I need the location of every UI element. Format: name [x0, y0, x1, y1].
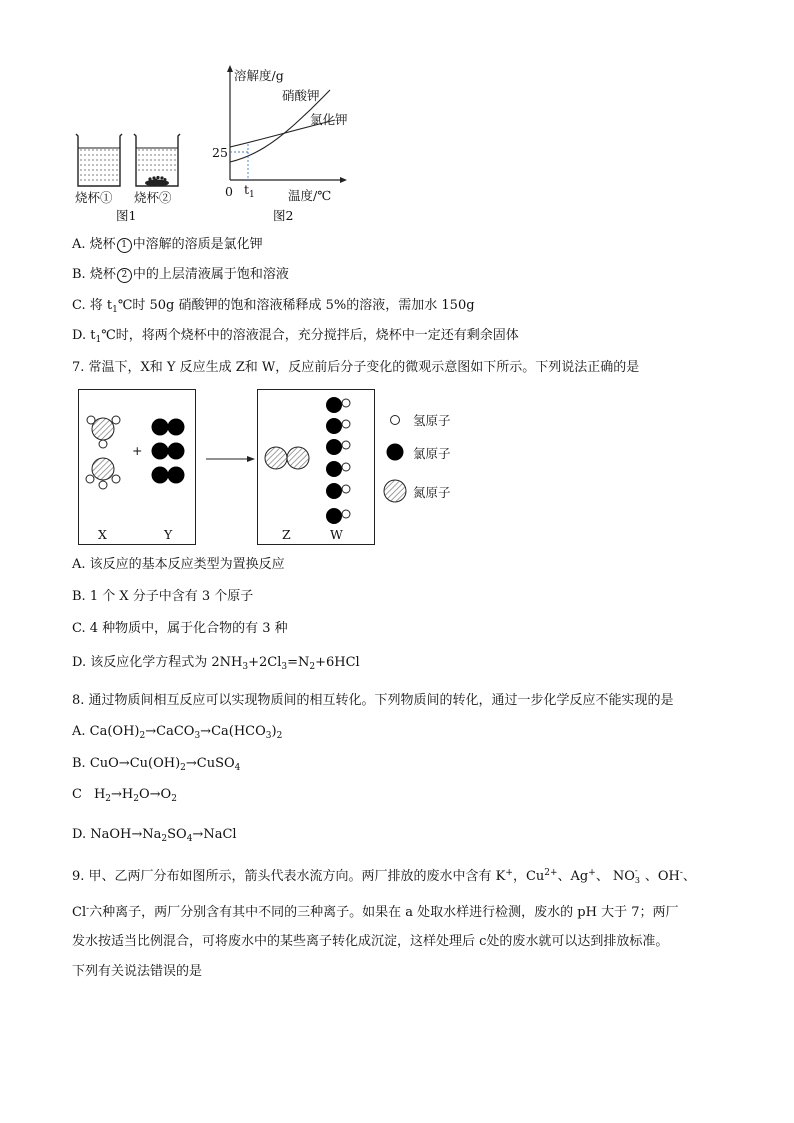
- figure-2-caption: 图2: [273, 208, 294, 223]
- q8-stem: 8. 通过物质间相互反应可以实现物质间的相互转化。下列物质间的转化，通过一步化学反应不能实现的是: [72, 693, 674, 708]
- molecule-x-2: [86, 458, 120, 489]
- q7-option-d[interactable]: D. 该反应化学方程式为 $2NH_3+2Cl_3=N_2+6HCl$: [72, 655, 360, 672]
- beakers-illustration: [70, 128, 190, 192]
- curve-label-potassium-nitrate: 硝酸钾: [282, 88, 320, 103]
- label-x: X: [98, 527, 107, 542]
- legend-chlorine-label: 氯原子: [413, 446, 451, 461]
- q8-option-a[interactable]: A. $Ca(OH)_2\to CaCO_3\to Ca(HCO_3)_2$: [72, 724, 283, 741]
- beaker-1: [76, 134, 122, 186]
- q6-option-b[interactable]: B. 烧杯 2 中的上层清液属于饱和溶液: [72, 267, 289, 282]
- label-w: W: [330, 527, 343, 542]
- label-z: Z: [282, 527, 291, 542]
- plus-sign: +: [132, 443, 143, 458]
- y-tick-25: 25: [212, 145, 228, 160]
- origin-label: 0: [225, 184, 233, 199]
- x-tick-t1: $t_1$: [244, 182, 255, 200]
- legend-hydrogen-label: 氢原子: [413, 413, 451, 428]
- q9-line-3: 发水按适当比例混合，可将废水中的某些离子转化成沉淀，这样处理后 c处的废水就可以达到排放标准。: [72, 934, 669, 949]
- q8-option-b[interactable]: B. $CuO\to Cu(OH)_2\to CuSO_4$: [72, 756, 241, 773]
- undissolved-solid: [145, 176, 169, 187]
- q7-option-b[interactable]: B. 1 个 X 分子中含有 3 个原子: [72, 589, 254, 604]
- molecule-x-1: [87, 416, 120, 448]
- x-axis-label: 温度/℃: [288, 188, 332, 203]
- curve-label-potassium-chloride: 氯化钾: [310, 112, 348, 127]
- molecules-y: [152, 419, 185, 484]
- figure-1-caption: 图1: [116, 208, 137, 223]
- q9-line-1: 9. 甲、乙两厂分布如图所示，箭头代表水流方向。两厂排放的废水中含有 K+，$Cu^{2+}$、Ag+、 NO - 3 、OH-、: [72, 866, 696, 885]
- q7-option-c[interactable]: C. 4 种物质中，属于化合物的有 3 种: [72, 621, 288, 636]
- beaker-2-label: 烧杯②: [134, 190, 172, 205]
- legend-nitrogen-atom: [384, 480, 406, 502]
- molecules-w: [326, 397, 350, 524]
- legend-hydrogen-atom: [391, 416, 400, 425]
- q9-line-2: Cl-六种离子，两厂分别含有其中不同的三种离子。如果在 a 处取水样进行检测，废水的 pH 大于 7；两厂: [72, 904, 679, 920]
- q6-option-c[interactable]: C. 将 $t_1℃$时 50g 硝酸钾的饱和溶液稀释成 5%的溶液，需加水 150g: [72, 298, 475, 315]
- label-y: Y: [164, 527, 173, 542]
- q8-option-d[interactable]: D. $NaOH\to Na_2SO_4\to NaCl$: [72, 827, 237, 844]
- molecule-z: [265, 447, 309, 469]
- legend-chlorine-atom: [387, 444, 404, 461]
- q7-stem: 7. 常温下，X和 Y 反应生成 Z和 W，反应前后分子变化的微观示意图如下所示。下列说法正确的是: [72, 360, 640, 375]
- q7-option-a[interactable]: A. 该反应的基本反应类型为置换反应: [72, 557, 285, 572]
- q6-option-a[interactable]: A. 烧杯 1 中溶解的溶质是氯化钾: [72, 237, 263, 252]
- q6-option-d[interactable]: D. $t_1℃$时，将两个烧杯中的溶液混合，充分搅拌后，烧杯中一定还有剩余固体: [72, 328, 519, 345]
- legend-nitrogen-label: 氮原子: [413, 485, 451, 500]
- beaker-1-label: 烧杯①: [75, 190, 113, 205]
- q8-option-c[interactable]: C $H_2\to H_2O\to O_2$: [72, 787, 177, 804]
- beaker-2: [134, 134, 180, 187]
- q9-line-4: 下列有关说法错误的是: [72, 964, 203, 979]
- y-axis-label: 溶解度/g: [234, 68, 284, 83]
